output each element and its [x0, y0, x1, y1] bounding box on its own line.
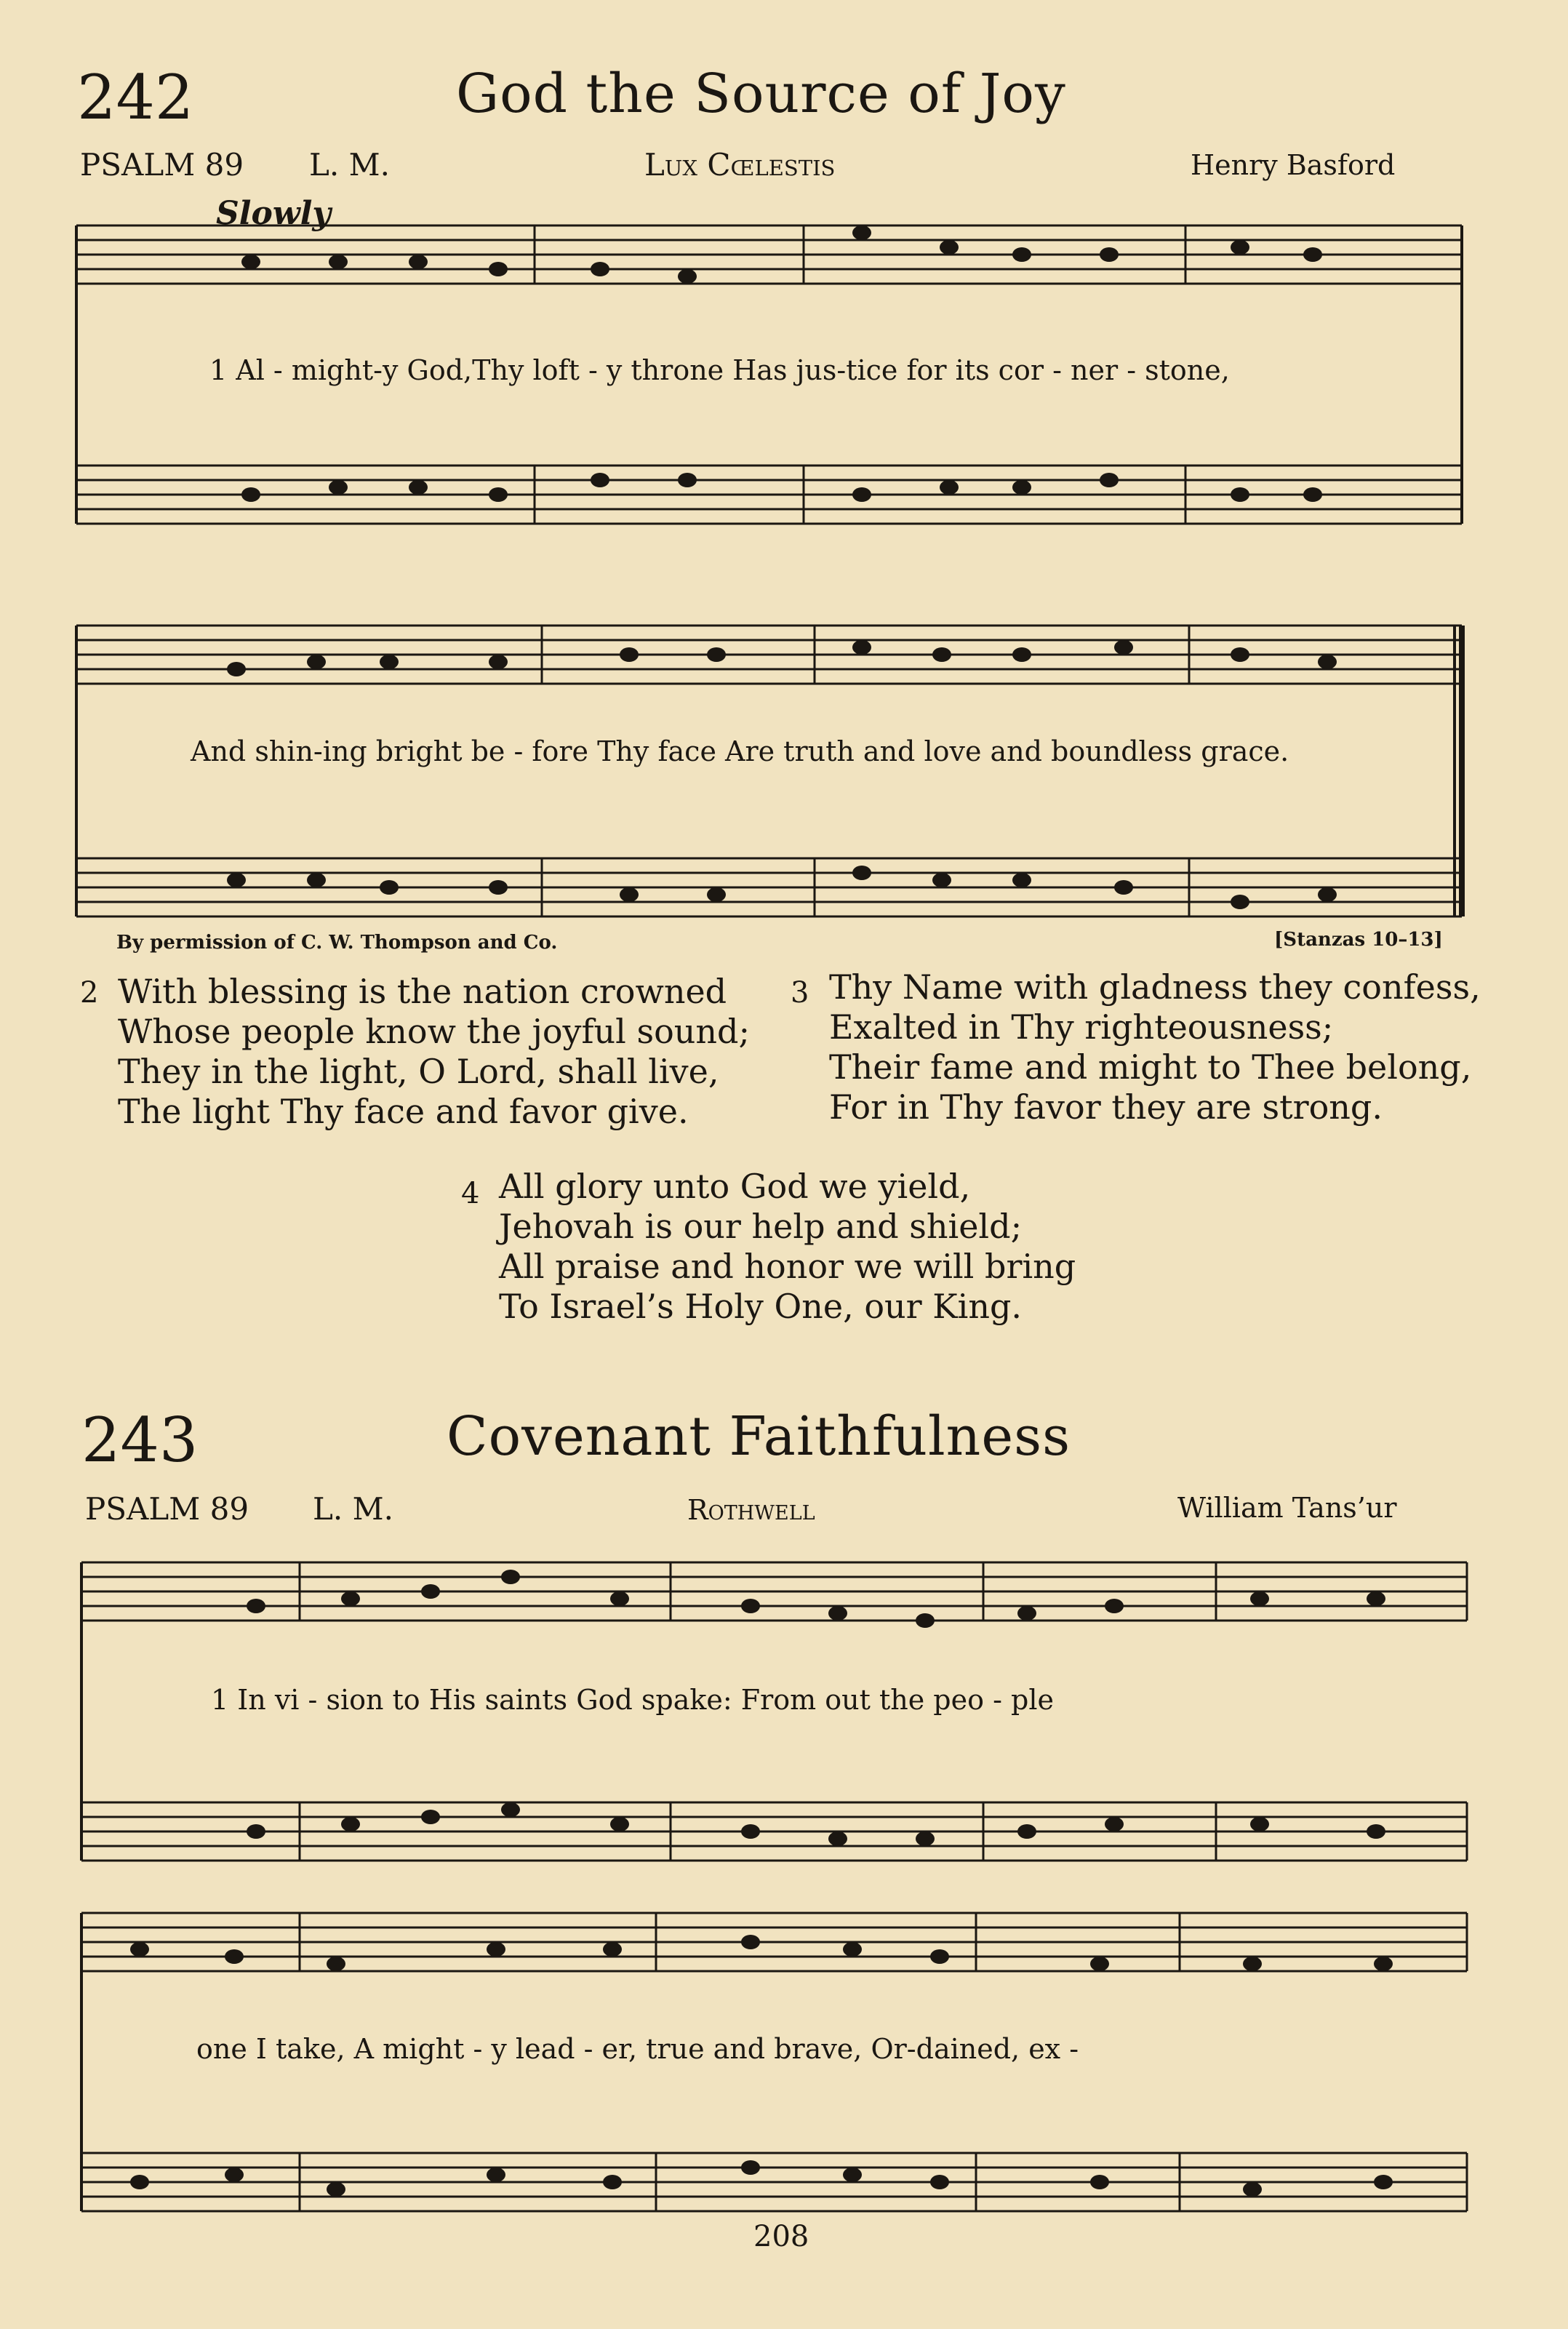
stanza-line: All praise and honor we will bring: [499, 1247, 1076, 1286]
lyric-line: 1 Al - might-y God,Thy loft - y throne Has jus-tice for its cor - ner - stone,: [209, 354, 1230, 386]
stanza-line: Their fame and might to Thee belong,: [829, 1047, 1472, 1087]
hymn-title: Covenant Faithfulness: [447, 1405, 1071, 1468]
psalm-reference: PSALM 89: [85, 1491, 249, 1527]
lyric-line: And shin-ing bright be - fore Thy face Are truth and love and boundless grace.: [191, 735, 1289, 767]
stanza-number: 2: [80, 976, 99, 1010]
stanza-line: Whose people know the joyful sound;: [118, 1012, 750, 1051]
stanza-3: [829, 967, 1481, 1127]
stanza-line: To Israel’s Holy One, our King.: [499, 1287, 1023, 1326]
stanza-line: With blessing is the nation crowned: [118, 972, 727, 1011]
hymn-title: God the Source of Joy: [456, 63, 1066, 125]
permission-credit: By permission of C. W. Thompson and Co.: [116, 932, 558, 954]
lyric-line: 1 In vi - sion to His saints God spake: From out the peo - ple: [211, 1684, 1054, 1716]
psalm-reference: PSALM 89: [80, 147, 244, 183]
meter: L. M.: [309, 147, 390, 183]
stanza-line: Jehovah is our help and shield;: [499, 1207, 1023, 1246]
lyric-line: one I take, A might - y lead - er, true and brave, Or-dained, ex -: [196, 2033, 1079, 2065]
stanza-line: For in Thy favor they are strong.: [829, 1087, 1383, 1127]
stanza-4: [499, 1167, 1076, 1327]
hymn-number: 243: [81, 1405, 199, 1476]
composer: William Tans’ur: [1177, 1492, 1397, 1524]
stanza-number: 4: [461, 1177, 480, 1210]
stanza-line: All glory unto God we yield,: [499, 1167, 971, 1206]
page-number: 208: [753, 2220, 809, 2253]
composer: Henry Basford: [1191, 149, 1396, 181]
stanza-note: [Stanzas 10–13]: [1274, 929, 1443, 951]
stanza-line: Thy Name with gladness they confess,: [829, 967, 1481, 1007]
stanza-2: [118, 972, 750, 1132]
tune-name: Rothwell: [687, 1494, 815, 1526]
hymn-242-system-2: [76, 626, 1462, 916]
tempo-marking: Slowly: [216, 195, 331, 232]
tune-name: Lux Cœlestis: [644, 147, 836, 183]
stanza-line: Exalted in Thy righteousness;: [829, 1007, 1334, 1047]
hymn-number: 242: [77, 62, 194, 133]
stanza-line: The light Thy face and favor give.: [118, 1092, 689, 1131]
stanza-number: 3: [791, 976, 809, 1010]
meter: L. M.: [313, 1491, 393, 1527]
stanza-line: They in the light, O Lord, shall live,: [118, 1052, 719, 1091]
